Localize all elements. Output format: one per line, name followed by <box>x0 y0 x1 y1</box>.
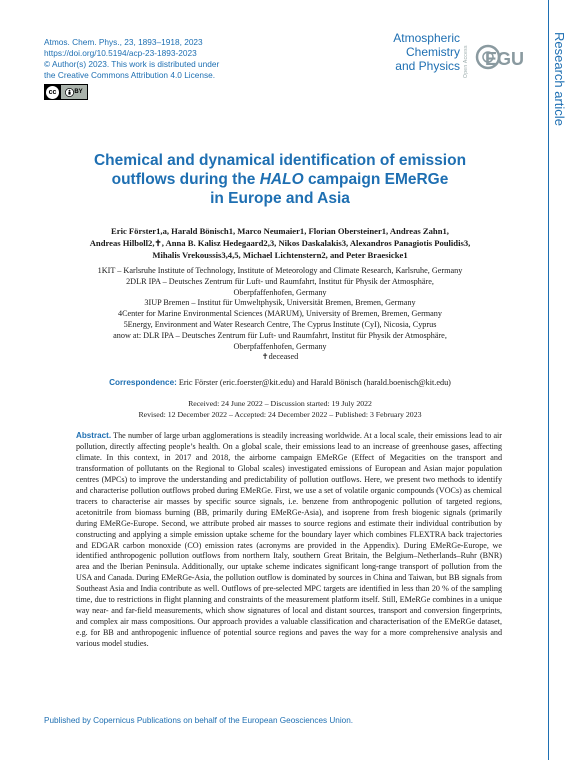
cc-icon: cc <box>46 86 59 99</box>
title-text: Chemical and dynamical identification of emission <box>93 152 467 169</box>
author-list <box>60 225 500 261</box>
person-icon <box>65 88 74 97</box>
copyright-line: © Author(s) 2023. This work is distributed under <box>44 59 220 69</box>
author-line: Andreas Hilboll2,✝, Anna B. Kalisz Hedegaard2,3, Nikos Daskalakis3, Alexandros Panagiotis Poulidis3, <box>89 238 471 248</box>
affiliation: 1KIT – Karlsruhe Institute of Technology, Institute of Meteorology and Climate Research, Karlsruhe, Germany <box>97 266 463 275</box>
abstract-text: The number of large urban agglomerations is steadily increasing worldwide. At a local scale, their emissions lead to air pollution, directly affecting people’s health. On a global scale, their emissions lead to an increase of greenhouse gases, affecting climate. In this context, in 2017 and 2018, the airborne campaign EMeRGe (Effect of Megacities on the transport and transformation of pollutants on the Regional to Global scales) investigated emissions of European and Asian major population centres (MPCs) to improve the understanding and predictability of pollution outflows. Here, we present two methods to identify and characterise pollution outflows probed during EMeRGe. First, we use a set of volatile organic compounds (VOCs) as chemical tracers to characterise air masses by specific source signals, i.e. benzene from anthropogenic pollution of targeted regions, acetonitrile from biomass burning (BB, primarily during EMeRGe-Asia), and isoprene from fresh biogenic signals (primarily during EMeRGe-Europe. Second, we attribute probed air masses to source regions and estimate their individual contribution by constructing and applying a simple emission uptake scheme for the boundary layer which combines FLEXTRA back trajectories and EDGAR carbon monoxide (CO) emission rates (acronyms are provided in the Appendix). During EMeRGe-Europe, we identified anthropogenic pollution outflows from northern Italy, southern Great Britain, the Belgium–Netherlands–Ruhr (BNR) area and the Iberian Peninsula. Additionally, our uptake scheme indicates significant long-range transport of pollution from the USA and Canada. During EMeRGe-Asia, the pollution outflow is dominated by sources in China and Taiwan, but BB signals from Southeast Asia and India contribute as well. Outflows of pre-selected MPC targets are identified in less than 20 % of the sampling time, due to restrictions in flight planning and constraints of the measurement platform itself. Still, EMeRGe combines in a unique way near- and far-field measurements, which show signatures of local and distant sources, transport and conversion fingerprints, and complex air mass compositions. Our approach provides a valuable classification and characterisation of the EMeRGe dataset, e.g. for BB and anthropogenic influence of potential source regions and paves the way for a more comprehensive analysis and various model studies. <box>76 431 502 649</box>
egu-logo <box>475 38 533 80</box>
abstract-label: Abstract. <box>76 431 112 440</box>
article-dates <box>60 398 500 420</box>
affiliation: 3IUP Bremen – Institut für Umweltphysik, Universität Bremen, Bremen, Germany <box>144 298 416 308</box>
correspondence <box>60 378 500 387</box>
date-line: Revised: 12 December 2022 – Accepted: 24 December 2022 – Published: 3 February 2023 <box>138 410 422 419</box>
abstract <box>76 431 502 650</box>
open-access-label: Open Access <box>463 45 469 78</box>
affiliation: 5Energy, Environment and Water Research Centre, The Cyprus Institute (CyI), Nicosia, Cyprus <box>123 319 437 329</box>
title-text: campaign EMeRGe <box>303 171 449 188</box>
journal-name-line: Atmospheric <box>393 31 460 45</box>
doi-link[interactable]: https://doi.org/10.5194/acp-23-1893-2023 <box>44 48 197 58</box>
by-label: BY <box>74 89 83 95</box>
title-text: in Europe and Asia <box>210 190 350 207</box>
cc-by-license-badge[interactable] <box>44 84 88 100</box>
affiliation: 2DLR IPA – Deutsches Zentrum für Luft- und Raumfahrt, Institut für Physik der Atmosphäre, <box>126 276 434 286</box>
article-metadata <box>44 37 219 81</box>
journal-name <box>370 31 460 73</box>
affiliation: Oberpfaffenhofen, Germany <box>233 341 327 351</box>
author-line: Eric Förster1,a, Harald Bönisch1, Marco Neumaier1, Florian Obersteiner1, Andreas Zahn1, <box>111 226 449 236</box>
correspondence-emails[interactable]: Eric Förster (eric.foerster@kit.edu) and Harald Bönisch (harald.boenisch@kit.edu) <box>178 378 451 387</box>
title-text: outflows during the <box>111 171 260 188</box>
publisher-footer: Published by Copernicus Publications on behalf of the European Geosciences Union. <box>44 716 354 725</box>
article-title <box>60 151 500 208</box>
license-link[interactable]: the Creative Commons Attribution 4.0 License. <box>44 70 216 80</box>
by-icon <box>61 85 87 99</box>
date-line: Received: 24 June 2022 – Discussion started: 19 July 2022 <box>188 399 372 408</box>
affiliation: ✝deceased <box>261 352 299 362</box>
journal-name-line: and Physics <box>395 59 460 73</box>
affiliation: anow at: DLR IPA – Deutsches Zentrum für Luft- und Raumfahrt, Institut für Physik der Atmosphäre, <box>113 330 447 340</box>
title-italic: HALO <box>259 171 304 188</box>
affiliations <box>60 266 500 363</box>
correspondence-label: Correspondence: <box>109 378 177 387</box>
citation-line: Atmos. Chem. Phys., 23, 1893–1918, 2023 <box>44 37 203 47</box>
author-line: Mihalis Vrekoussis3,4,5, Michael Lichtenstern2, and Peter Braesicke1 <box>152 250 408 260</box>
egu-wordmark: EGU <box>485 49 525 69</box>
journal-name-line: Chemistry <box>405 45 460 59</box>
affiliation: 4Center for Marine Environmental Sciences (MARUM), University of Bremen, Bremen, Germany <box>117 309 442 319</box>
affiliation: Oberpfaffenhofen, Germany <box>233 287 327 297</box>
article-type-label: Research article <box>552 32 567 126</box>
